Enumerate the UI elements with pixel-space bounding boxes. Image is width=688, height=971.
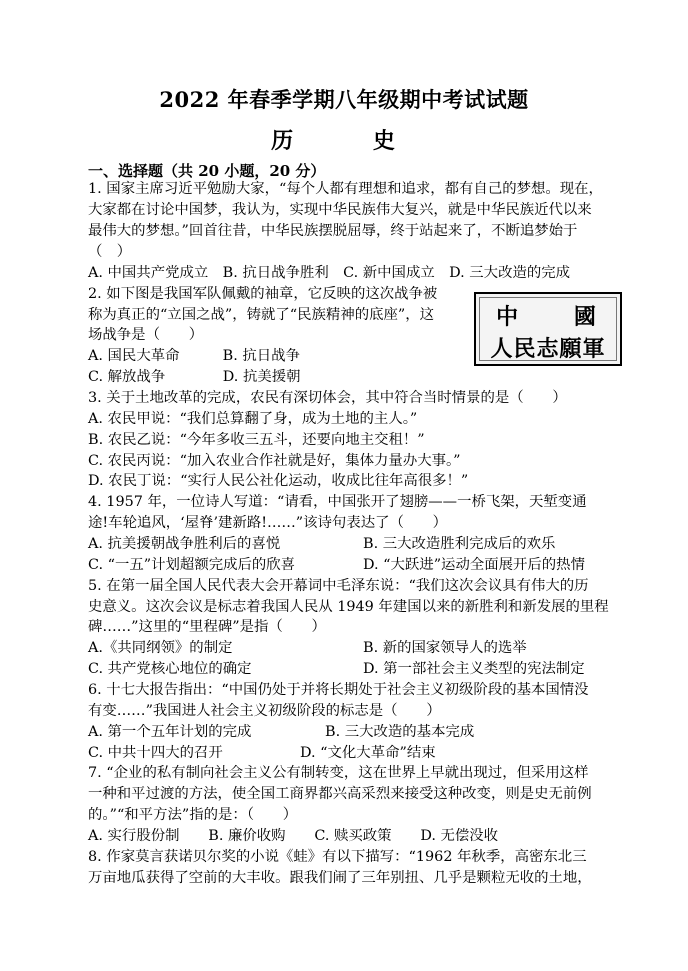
option-right: D. “文化大革命”结束: [300, 745, 436, 761]
exam-title: 2022 年春季学期八年级期中考试试题: [159, 87, 529, 112]
text-line: C. 中共十四大的召开: [88, 745, 223, 761]
text-line: A. 中国共产党成立 B. 抗日战争胜利 C. 新中国成立 D. 三大改造的完成: [88, 265, 571, 281]
text-line: A. 抗美援朝战争胜利后的喜悦: [88, 536, 281, 552]
text-line: 8. 作家莫言获诺贝尔奖的小说《蛙》有以下描写：“1962 年秋季，高密东北三: [88, 849, 587, 865]
text-line: A. 第一个五年计划的完成: [88, 724, 252, 740]
text-line: C. 解放战争 D. 抗美援朝: [88, 369, 301, 385]
text-line: 最伟大的梦想。”回首往昔，中华民族摆脱屈辱，终于站起来了，不断追梦始于: [88, 223, 578, 239]
option-right: B. 三大改造胜利完成后的欢乐: [363, 536, 556, 552]
text-line: 有变……”我国进人社会主义初级阶段的标志是（ ）: [88, 703, 441, 719]
text-line: 途!车轮追风，‘屋脊’建新路!……”该诗句表达了（ ）: [88, 515, 448, 531]
text-line: C. 农民丙说：“加入农业合作社就是好，集体力量办大事。”: [88, 453, 461, 469]
text-line: A. 实行股份制 B. 廉价收购 C. 赎买政策 D. 无偿没收: [88, 828, 499, 844]
text-line: 史意义。这次会议是标志着我国人民从 1949 年建国以来的新胜利和新发展的里程: [88, 599, 609, 615]
volunteer-armband-image: [474, 292, 622, 366]
text-line: 3. 关于土地改革的完成，农民有深切体会，其中符合当时情景的是（ ）: [88, 390, 567, 406]
text-line: A. 农民甲说：“我们总算翻了身，成为土地的主人。”: [88, 411, 418, 427]
text-line: 4. 1957 年，一位诗人写道：“请看，中国张开了翅膀——一桥飞架，天堑变通: [88, 494, 587, 510]
text-line: 碑……”这里的“里程碑”是指（ ）: [88, 619, 326, 635]
text-line: 的。”“和平方法”指的是：（ ）: [88, 807, 298, 823]
text-line: C. 共产党核心地位的确定: [88, 661, 252, 677]
option-right: D. 第一部社会主义类型的宪法制定: [363, 661, 585, 677]
subject-title: 历 史: [271, 128, 417, 154]
text-line: 万亩地瓜获得了空前的大丰收。跟我们闹了三年别扭、几乎是颗粒无收的土地，: [88, 870, 592, 886]
text-line: C. “一五”计划超额完成后的欣喜: [88, 557, 296, 573]
text-line: 1. 国家主席习近平勉励大家，“每个人都有理想和追求，都有自己的梦想。现在，: [88, 181, 603, 197]
text-line: 称为真正的“立国之战”，铸就了“民族精神的底座”，这: [88, 307, 435, 323]
armband-line-2: 人民志願軍: [490, 337, 606, 362]
text-line: 6. 十七大报告指出：“中国仍处于并将长期处于社会主义初级阶段的基本国情没: [88, 682, 589, 698]
text-line: A. 国民大革命 B. 抗日战争: [88, 348, 300, 364]
option-right: D. “大跃进”运动全面展开后的热情: [363, 557, 585, 573]
text-line: 5. 在第一届全国人民代表大会开幕词中毛泽东说：“我们这次会议具有伟大的历: [88, 578, 589, 594]
section-heading: 一、选择题（共 20 小题，20 分）: [88, 162, 326, 180]
text-line: 7. “企业的私有制向社会主义公有制转变，这在世界上早就出现过，但采用这样: [88, 765, 589, 781]
text-line: B. 农民乙说：“今年多收三五斗，还要向地主交租！”: [88, 432, 425, 448]
text-line: （ ）: [88, 244, 132, 260]
armband-line-1: 中 國: [496, 305, 620, 330]
text-line: 2. 如下图是我国军队佩戴的袖章，它反映的这次战争被: [88, 286, 438, 302]
text-line: D. 农民丁说：“实行人民公社化运动，收成比往年高很多！”: [88, 473, 469, 489]
text-line: 场战争是（ ）: [88, 327, 204, 343]
option-right: B. 三大改造的基本完成: [325, 724, 475, 740]
text-line: 大家都在讨论中国梦，我认为，实现中华民族伟大复兴，就是中华民族近代以来: [88, 202, 592, 218]
text-line: A.《共同纲领》的制定: [88, 640, 233, 656]
text-line: 一种和平过渡的方法，使全国工商界都兴高采烈来接受这种改变，则是史无前例: [88, 786, 592, 802]
option-right: B. 新的国家领导人的选举: [363, 640, 527, 656]
